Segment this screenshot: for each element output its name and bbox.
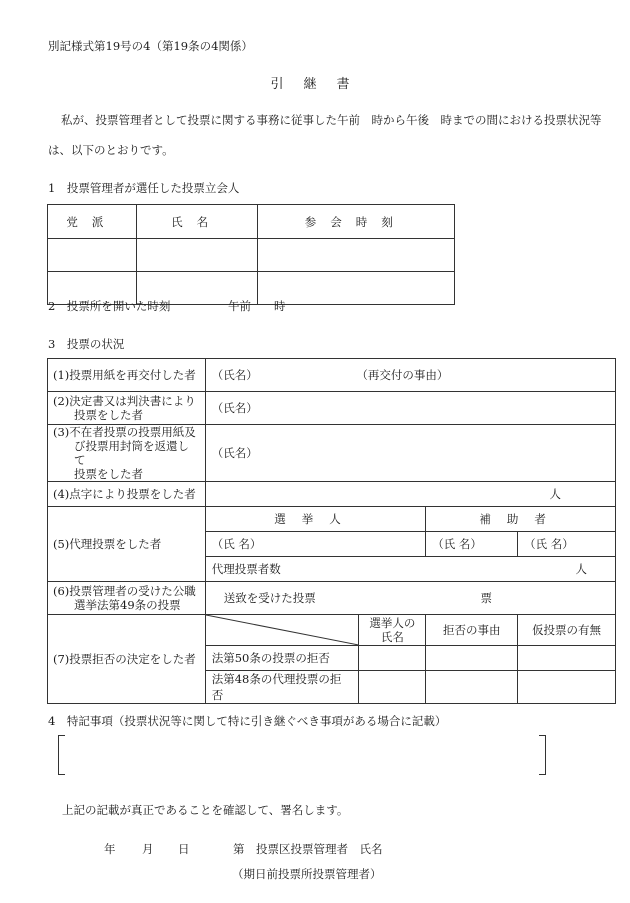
row7-refusal50-elector[interactable] [359,646,426,671]
row7-elector-header-line2: 氏名 [380,630,404,644]
row7-refusal50-reason[interactable] [426,646,518,671]
section3-heading: 3 投票の状況 [48,337,125,351]
row5-unit: 人 [575,562,587,576]
row6-line2: 選挙法第49条の投票 [74,598,181,612]
form-number: 別記様式第19号の4（第19条の4関係） [48,39,253,53]
row2-index: (2) [53,394,70,408]
row6-line1: (6)投票管理者の受けた公職 [53,584,196,598]
row5-label: (5)代理投票をした者 [48,507,206,582]
row5-proxy-count-label: 代理投票者数 [211,562,281,576]
witness1-name-cell[interactable] [136,239,257,272]
row5-assistant2-name-label: （氏 名） [524,537,574,551]
early-voting-note: （期日前投票所投票管理者） [232,867,382,881]
row7-label: (7)投票拒否の決定をした者 [48,615,206,704]
diagonal-line [206,615,359,645]
row7-refusal50-provisional[interactable] [518,646,616,671]
row1-value[interactable] [205,359,615,392]
row4-value[interactable] [205,482,615,507]
sign-district-manager: 第 投票区投票管理者 氏名 [233,842,383,856]
section2 [48,298,286,314]
row3-value[interactable] [205,425,615,482]
opening-time: 午前 時 [228,299,286,313]
section1-heading: 1 投票管理者が選任した投票立会人 [48,181,240,195]
row3-index: (3) [53,425,70,439]
right-bracket [539,735,546,775]
row1-reason-label: （再交付の事由） [356,368,449,382]
witness1-party-cell[interactable] [48,239,137,272]
witness-table [47,204,455,305]
row3-line2: び投票用封筒を返還して [74,439,189,467]
section2-heading: 2 投票所を開いた時刻 [48,299,171,313]
row5-assistant1-name-label: （氏 名） [432,537,482,551]
row7-provisional-header: 仮投票の有無 [518,615,616,646]
section4-heading: 4 特記事項（投票状況等に関して特に引き継ぐべき事項がある場合に記載） [48,714,447,728]
row5-elector-header: 選挙人 [205,507,426,532]
row7-reason-header: 拒否の事由 [426,615,518,646]
sign-day: 日 [178,842,190,856]
row7-refusal48-reason[interactable] [426,671,518,704]
row3-label [48,425,206,482]
header-name: 氏名 [136,205,257,239]
intro-paragraph: 私が、投票管理者として投票に関する事務に従事した午前 時から午後 時までの間における投票状況等は、以下のとおりです。 [48,113,602,157]
row7-refusal48-label: 法第48条の代理投票の拒否 [205,671,359,704]
row2-value[interactable] [205,392,615,425]
special-notes-box[interactable] [58,735,546,773]
row6-sent-label: 送致を受けた投票 [223,591,316,605]
confirmation-text: 上記の記載が真正であることを確認して、署名します。 [62,803,349,817]
row6-value[interactable] [205,582,615,615]
row7-refusal50-label: 法第50条の投票の拒否 [205,646,359,671]
row5-assistant2-name[interactable] [518,532,616,557]
header-party: 党派 [48,205,137,239]
row5-assistant-header: 補助者 [426,507,616,532]
sign-year: 年 [104,842,116,856]
row1-label: (1)投票用紙を再交付した者 [48,359,206,392]
row7-refusal48-elector[interactable] [359,671,426,704]
row6-label [48,582,206,615]
row5-proxy-count[interactable] [205,557,615,582]
row2-name-label: （氏名） [211,401,258,415]
row6-unit: 票 [480,591,492,605]
document-title: 引継書 [270,77,370,92]
row3-line3: 投票をした者 [74,467,143,481]
left-bracket [58,735,65,775]
voting-status-table [47,358,616,704]
row7-diagonal-cell [205,615,359,646]
row1-name-label: （氏名） [211,368,258,382]
witness2-time-cell[interactable] [257,272,454,305]
row5-assistant1-name[interactable] [426,532,518,557]
row7-refusal48-provisional[interactable] [518,671,616,704]
witness1-time-cell[interactable] [257,239,454,272]
row5-elector-name[interactable] [205,532,426,557]
row3-line1: 不在者投票の投票用紙及 [69,425,196,439]
row7-elector-header [359,615,426,646]
row2-line2: 投票をした者 [74,408,143,422]
row7-elector-header-line1: 選挙人の [369,616,416,630]
sign-month: 月 [142,842,154,856]
header-attend-time: 参会時刻 [257,205,454,239]
row5-elector-name-label: （氏 名） [211,537,262,551]
row3-name-label: （氏名） [211,446,258,460]
row2-line1: 決定書又は判決書により [69,394,196,408]
row4-label: (4)点字により投票をした者 [48,482,206,507]
row4-unit: 人 [549,487,561,501]
row2-label [48,392,206,425]
